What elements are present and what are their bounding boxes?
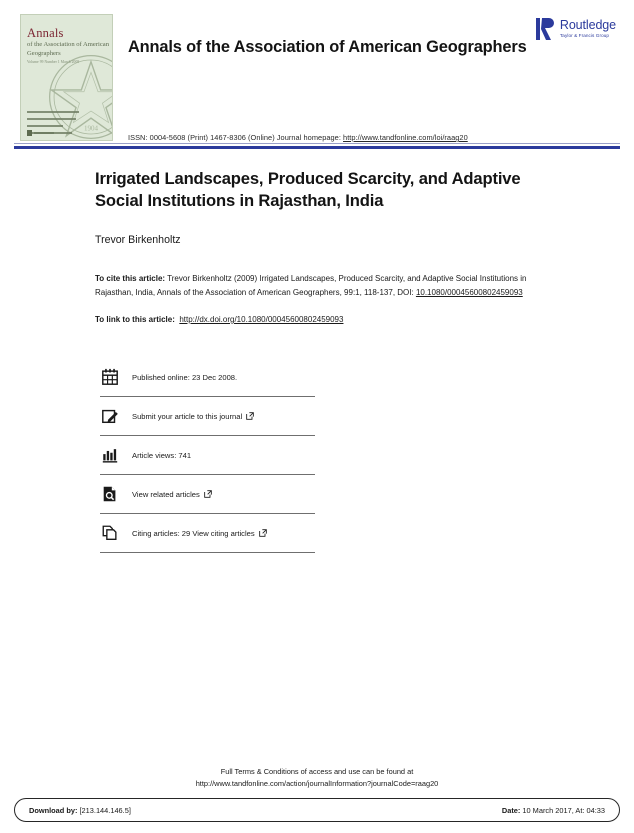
terms-line-1: Full Terms & Conditions of access and use can be found at bbox=[220, 767, 414, 776]
issn-homepage-line bbox=[128, 133, 468, 142]
download-by-value: [213.144.146.5] bbox=[77, 805, 131, 815]
routledge-tagline: Taylor & Francis Group bbox=[559, 32, 610, 38]
meta-text: Submit your article to this journal bbox=[132, 411, 243, 421]
article-metadata-list bbox=[100, 358, 315, 553]
download-date-label: Date: bbox=[501, 805, 521, 815]
article-block bbox=[95, 168, 550, 324]
meta-label bbox=[132, 490, 212, 499]
meta-row-related-articles[interactable] bbox=[100, 475, 315, 514]
meta-row-citing-articles[interactable] bbox=[100, 514, 315, 553]
journal-homepage-link[interactable]: http://www.tandfonline.com/loi/raag20 bbox=[343, 133, 468, 142]
cover-publisher-mark bbox=[27, 130, 54, 136]
masthead-divider bbox=[14, 146, 620, 149]
cite-label: To cite this article: bbox=[95, 274, 166, 284]
meta-text: View related articles bbox=[132, 489, 200, 499]
journal-cover-thumbnail[interactable] bbox=[20, 14, 113, 141]
citation-block bbox=[95, 272, 550, 300]
cite-doi-link[interactable]: 10.1080/00045600802459093 bbox=[415, 288, 523, 298]
issn-text: ISSN: 0004-5608 (Print) 1467-8306 (Online) Journal homepage: bbox=[128, 133, 344, 142]
terms-url[interactable]: http://www.tandfonline.com/action/journalInformation?journalCode=raag20 bbox=[195, 778, 439, 788]
meta-label bbox=[132, 373, 237, 382]
external-link-icon[interactable] bbox=[259, 529, 267, 537]
meta-label bbox=[132, 412, 254, 421]
routledge-logo[interactable] bbox=[536, 16, 616, 42]
calendar-icon bbox=[100, 367, 120, 387]
meta-text: Article views: 741 bbox=[132, 450, 192, 460]
cite-text: Trevor Birkenholtz (2009) Irrigated Landscapes, Produced Scarcity, and Adaptive Social Institutions in Rajasthan, India, Annals of the Association of American Geographers, 99:1, 118-137, DOI: bbox=[95, 274, 527, 298]
cover-title: Annals bbox=[27, 26, 64, 40]
cover-issue-line: Volume 99 Number 1 March 2009 bbox=[27, 60, 80, 64]
link-label: To link to this article: bbox=[95, 314, 175, 324]
submit-article-icon bbox=[100, 406, 120, 426]
meta-text: Published online: 23 Dec 2008. bbox=[132, 372, 238, 382]
download-by bbox=[29, 806, 131, 815]
masthead-divider-thin bbox=[14, 143, 620, 144]
article-author: Trevor Birkenholtz bbox=[95, 234, 181, 247]
external-link-icon[interactable] bbox=[246, 412, 254, 420]
routledge-name: Routledge bbox=[559, 18, 616, 33]
citing-articles-icon bbox=[100, 523, 120, 543]
meta-text: Citing articles: 29 View citing articles bbox=[132, 528, 255, 538]
article-doi-url[interactable]: http://dx.doi.org/10.1080/00045600802459093 bbox=[179, 314, 344, 324]
meta-label bbox=[132, 451, 191, 460]
external-link-icon[interactable] bbox=[204, 490, 212, 498]
meta-row-published-online bbox=[100, 358, 315, 397]
terms-and-conditions bbox=[0, 766, 634, 790]
related-articles-icon bbox=[100, 484, 120, 504]
routledge-r-icon bbox=[536, 16, 556, 42]
masthead bbox=[0, 0, 634, 150]
meta-label bbox=[132, 529, 267, 538]
article-views-icon bbox=[100, 445, 120, 465]
download-date-value: 10 March 2017, At: 04:33 bbox=[520, 805, 605, 815]
meta-row-article-views bbox=[100, 436, 315, 475]
download-info-bar bbox=[14, 798, 620, 822]
svg-text:1904: 1904 bbox=[83, 124, 99, 133]
download-by-label: Download by: bbox=[29, 805, 78, 815]
journal-title: Annals of the Association of American Geographers bbox=[128, 38, 527, 56]
download-date bbox=[502, 806, 605, 815]
link-block bbox=[95, 315, 550, 324]
meta-row-submit-article[interactable] bbox=[100, 397, 315, 436]
article-title: Irrigated Landscapes, Produced Scarcity, and Adaptive Social Institutions in Rajasthan, India bbox=[95, 169, 521, 211]
cover-subtitle: of the Association of American Geographers bbox=[27, 41, 110, 57]
